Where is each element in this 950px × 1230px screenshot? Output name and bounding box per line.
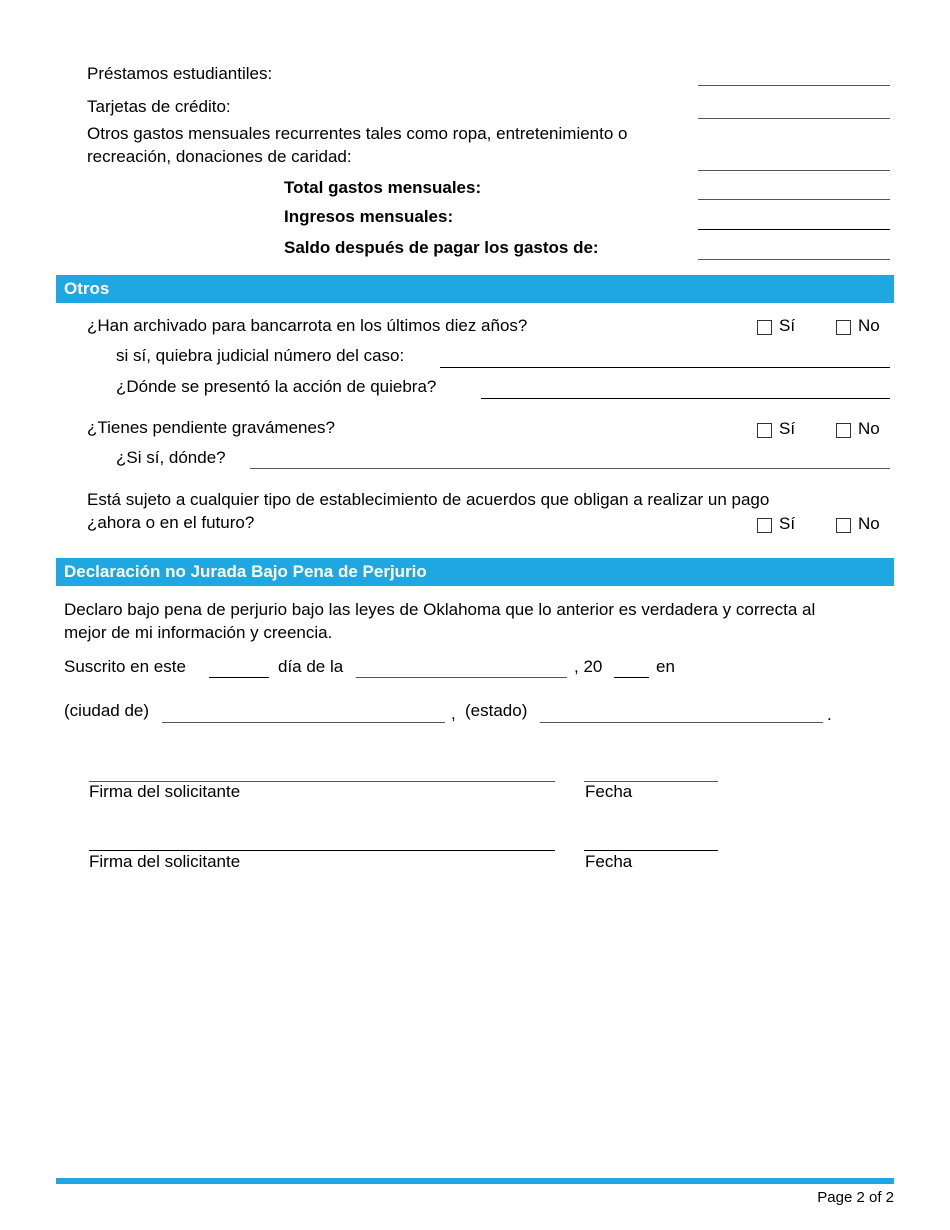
state-period: . [827, 705, 832, 724]
bankruptcy-no-label: No [858, 316, 880, 335]
bankruptcy-no-checkbox[interactable] [836, 320, 851, 335]
day-of-label: día de la [278, 657, 344, 676]
page-number: Page 2 of 2 [817, 1189, 894, 1206]
total-expenses-label: Total gastos mensuales: [284, 178, 482, 197]
liens-yes-checkbox[interactable] [757, 423, 772, 438]
declaration-text-line1: Declaro bajo pena de perjurio bajo las leyes de Oklahoma que lo anterior es verdadera y correcta al [64, 600, 816, 619]
settlement-yes-label: Sí [779, 514, 796, 533]
bankruptcy-yes-label: Sí [779, 316, 796, 335]
liens-where-field[interactable] [250, 468, 890, 469]
liens-yes-label: Sí [779, 419, 796, 438]
section-header-otros: Otros [56, 275, 894, 303]
student-loans-field[interactable] [698, 85, 890, 86]
city-label: (ciudad de) [64, 701, 150, 720]
settlement-question-line2: ¿ahora o en el futuro? [87, 513, 255, 532]
liens-where-label: ¿Si sí, dónde? [116, 448, 226, 467]
credit-cards-label: Tarjetas de crédito: [87, 97, 231, 116]
other-expenses-label-line2: recreación, donaciones de caridad: [87, 147, 352, 166]
city-field[interactable] [162, 722, 445, 723]
day-field[interactable] [209, 677, 269, 678]
signature2-label: Firma del solicitante [89, 852, 241, 871]
state-label: (estado) [465, 701, 528, 720]
date2-field[interactable] [584, 850, 718, 851]
liens-question: ¿Tienes pendiente gravámenes? [87, 418, 335, 437]
settlement-no-label: No [858, 514, 880, 533]
state-field[interactable] [540, 722, 823, 723]
settlement-question-line1: Está sujeto a cualquier tipo de establecimiento de acuerdos que obligan a realizar un pago [87, 490, 770, 509]
signed-this-label: Suscrito en este [64, 657, 186, 676]
year-prefix-label: , 20 [574, 657, 603, 676]
bankruptcy-question: ¿Han archivado para bancarrota en los últimos diez años? [87, 316, 528, 335]
monthly-income-label: Ingresos mensuales: [284, 207, 454, 226]
section-header-declaration: Declaración no Jurada Bajo Pena de Perjurio [56, 558, 894, 586]
date2-label: Fecha [585, 852, 633, 871]
month-field[interactable] [356, 677, 567, 678]
total-expenses-field[interactable] [698, 199, 890, 200]
signature1-label: Firma del solicitante [89, 782, 241, 801]
date1-label: Fecha [585, 782, 633, 801]
other-expenses-field[interactable] [698, 170, 890, 171]
monthly-income-field[interactable] [698, 229, 890, 230]
balance-label: Saldo después de pagar los gastos de: [284, 238, 599, 257]
student-loans-label: Préstamos estudiantiles: [87, 64, 273, 83]
footer-divider [56, 1178, 894, 1184]
liens-no-checkbox[interactable] [836, 423, 851, 438]
en-label: en [656, 657, 675, 676]
balance-field[interactable] [698, 259, 890, 260]
settlement-yes-checkbox[interactable] [757, 518, 772, 533]
where-filed-label: ¿Dónde se presentó la acción de quiebra? [116, 377, 437, 396]
credit-cards-field[interactable] [698, 118, 890, 119]
case-number-field[interactable] [440, 367, 890, 368]
declaration-text-line2: mejor de mi información y creencia. [64, 623, 333, 642]
bankruptcy-yes-checkbox[interactable] [757, 320, 772, 335]
settlement-no-checkbox[interactable] [836, 518, 851, 533]
where-filed-field[interactable] [481, 398, 890, 399]
liens-no-label: No [858, 419, 880, 438]
case-number-label: si sí, quiebra judicial número del caso: [116, 346, 405, 365]
year-field[interactable] [614, 677, 649, 678]
city-state-comma: , [451, 704, 456, 723]
other-expenses-label-line1: Otros gastos mensuales recurrentes tales como ropa, entretenimiento o [87, 124, 628, 143]
signature2-field[interactable] [89, 850, 555, 851]
